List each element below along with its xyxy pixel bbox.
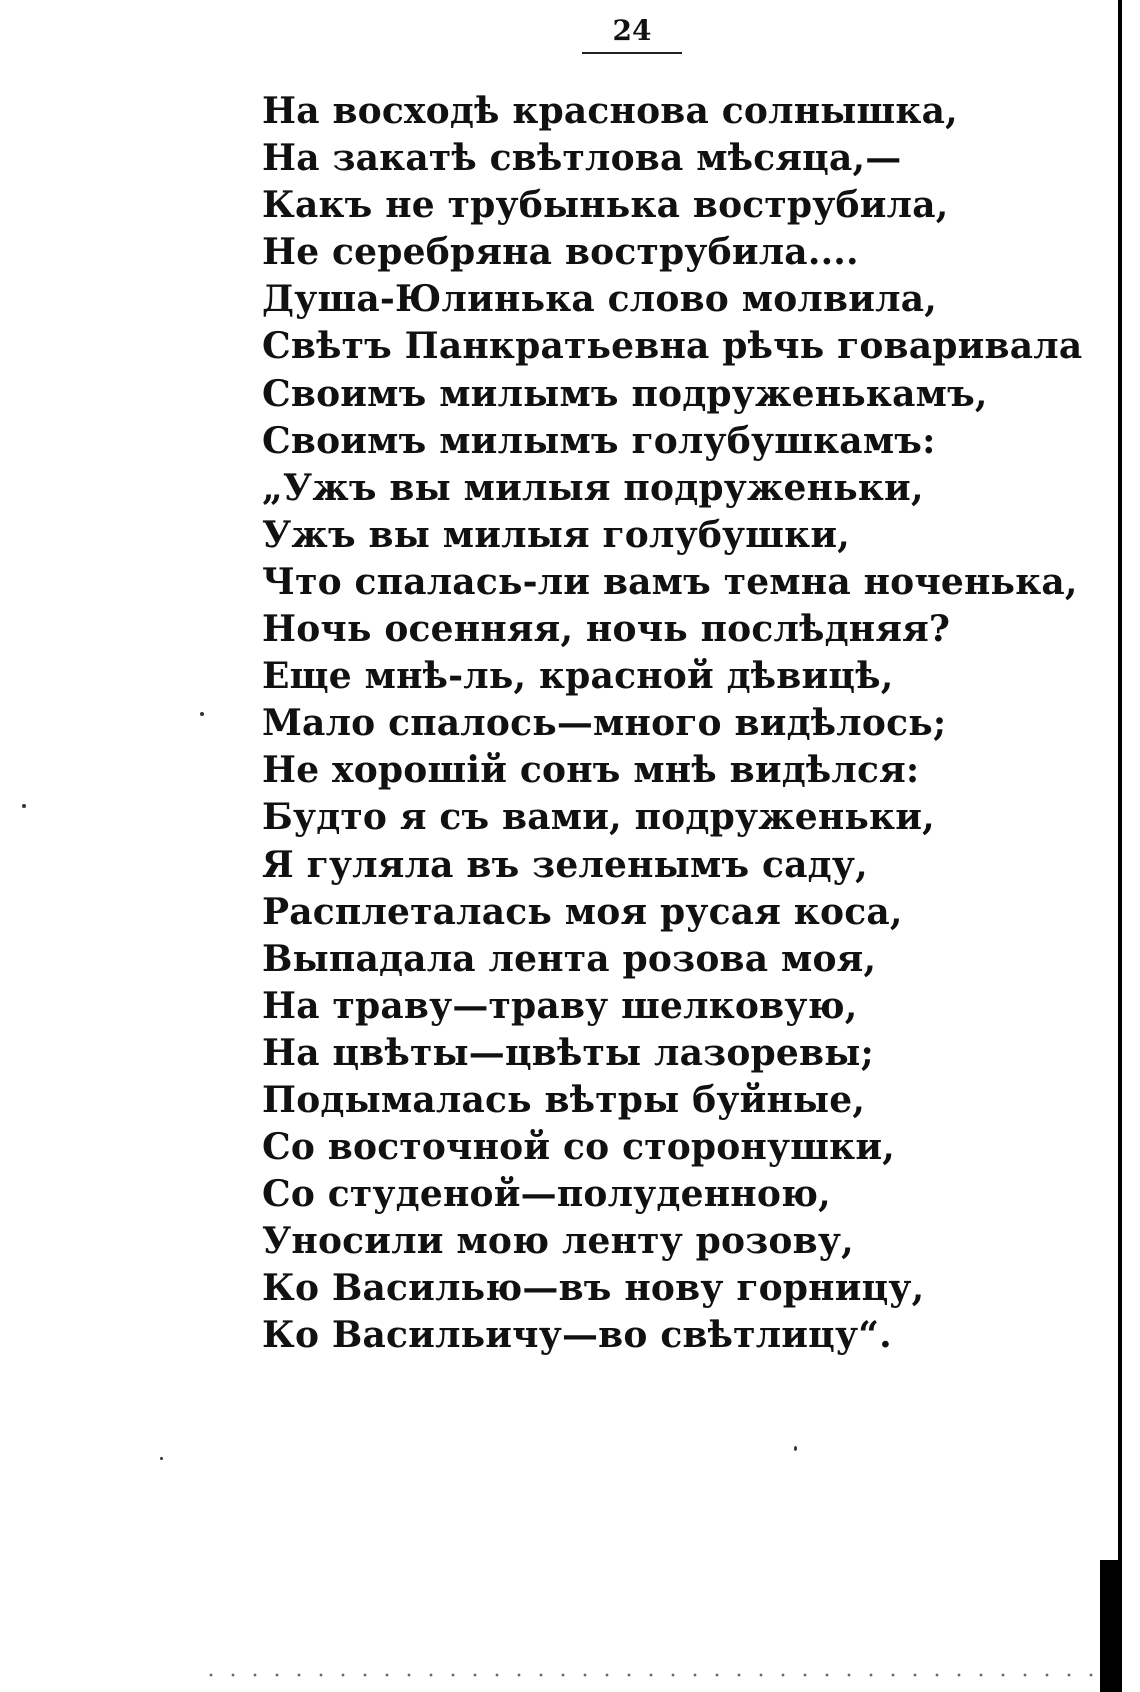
header-rule — [582, 52, 682, 54]
poem-line: Выпадала лента розова моя, — [262, 937, 877, 980]
poem-line: „Ужъ вы милыя подруженьки, — [262, 466, 924, 509]
poem-line: Ужъ вы милыя голубушки, — [262, 513, 851, 556]
paper-speck — [22, 804, 26, 808]
poem-line: На цвѣты—цвѣты лазоревы; — [262, 1031, 875, 1074]
poem-line: Еще мнѣ-ль, красной дѣвицѣ, — [262, 655, 894, 698]
poem-line: Подымалась вѣтры буйные, — [262, 1078, 866, 1121]
poem-line: Своимъ милымъ голубушкамъ: — [262, 419, 936, 462]
paper-speck — [160, 1457, 163, 1460]
poem-line: Со восточной со сторонушки, — [262, 1126, 896, 1169]
poem-line: Ко Васильичу—во свѣтлицу“. — [262, 1314, 892, 1357]
page-edge-shadow-bottom — [1100, 1560, 1122, 1692]
poem-line: Свѣтъ Панкратьевна рѣчь говаривала — [262, 325, 1083, 368]
poem-line: Будто я съ вами, подруженьки, — [262, 796, 935, 839]
poem-line: Душа-Юлинька слово молвила, — [262, 278, 937, 321]
poem-line: Своимъ милымъ подруженькамъ, — [262, 372, 988, 415]
poem-line: Не серебряна вострубила.... — [262, 231, 859, 274]
poem-line: Расплеталась моя русая коса, — [262, 890, 903, 933]
poem-line: Я гуляла въ зеленымъ саду, — [262, 843, 868, 886]
poem-line: Ночь осенняя, ночь послѣдняя? — [262, 608, 951, 651]
poem-line: На восходѣ краснова солнышка, — [262, 90, 958, 132]
poem-line: Уносили мою ленту розову, — [262, 1220, 854, 1263]
bottom-print-marks — [200, 1672, 1100, 1678]
poem-line: Со студеной—полуденною, — [262, 1173, 831, 1216]
page-number: 24 — [612, 14, 652, 47]
page-edge-shadow — [1118, 0, 1122, 1692]
poem-line: На закатѣ свѣтлова мѣсяца,— — [262, 137, 902, 180]
poem-line: Не хорошій сонъ мнѣ видѣлся: — [262, 749, 920, 792]
poem-line: Что спалась-ли вамъ темна ноченька, — [262, 560, 1078, 603]
paper-speck — [794, 1446, 797, 1451]
poem-line: Мало спалось—много видѣлось; — [262, 702, 947, 745]
poem-text — [262, 88, 1082, 1360]
paper-speck — [200, 712, 204, 716]
poem-line: Какъ не трубынька вострубила, — [262, 184, 949, 227]
poem-line: Ко Василью—въ нову горницу, — [262, 1267, 925, 1310]
poem-line: На траву—траву шелковую, — [262, 984, 858, 1027]
